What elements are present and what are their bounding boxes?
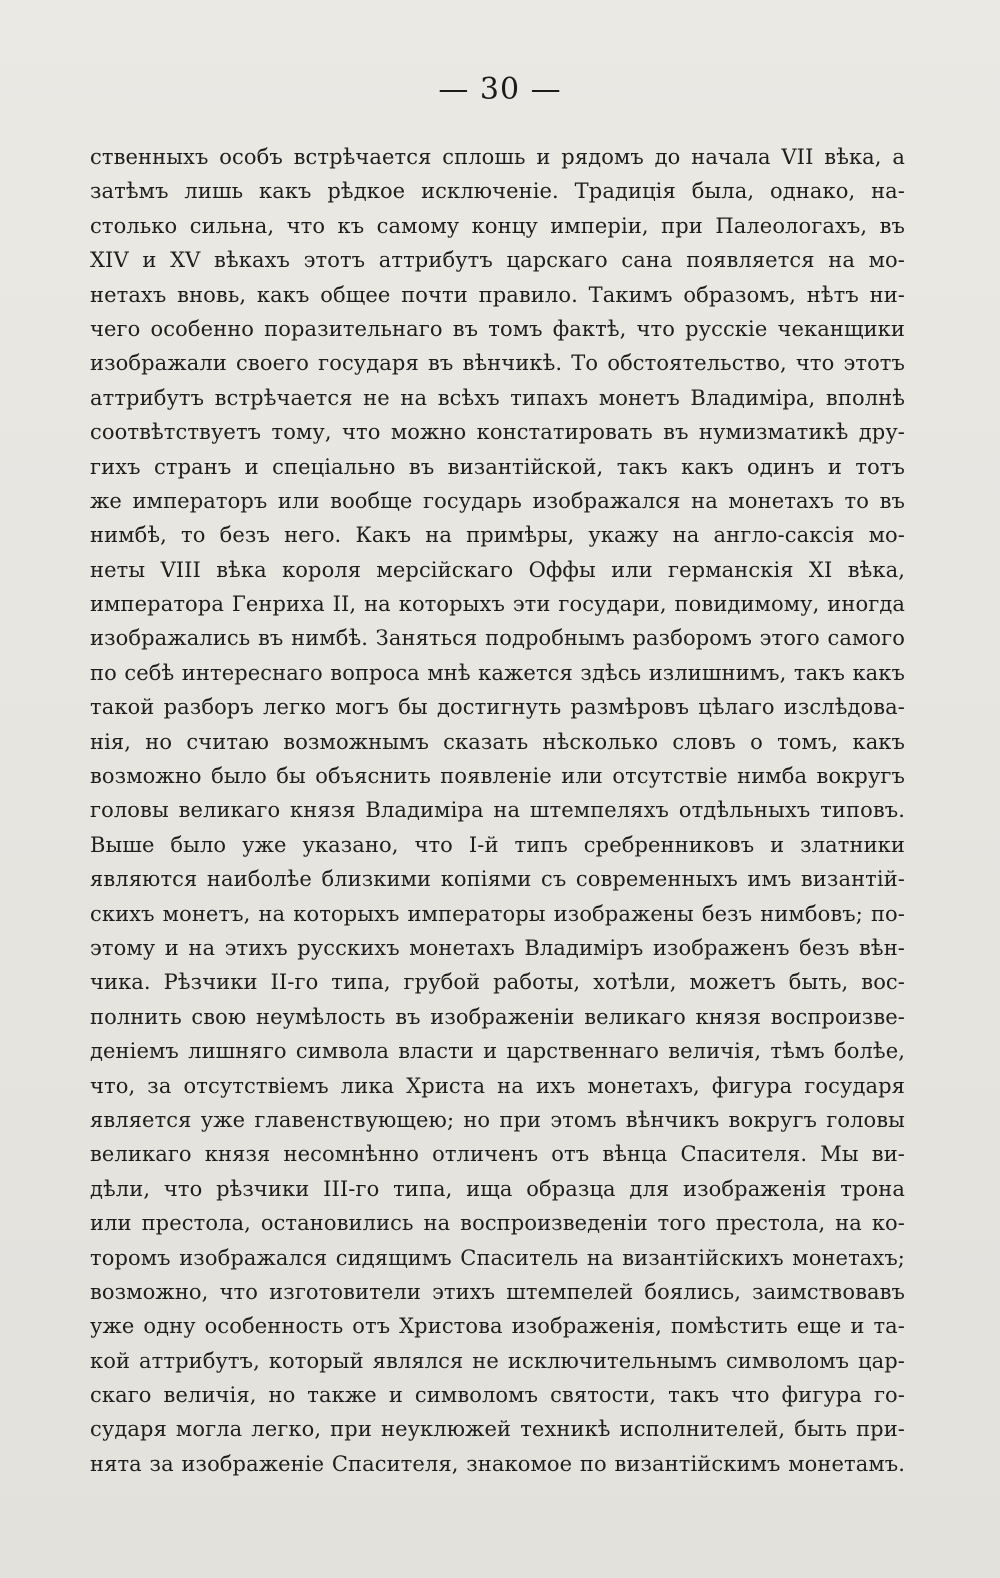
text-line: аттрибутъ встрѣчается не на всѣхъ типахъ монетъ Владиміра, вполнѣ <box>90 385 905 410</box>
text-line: Выше было уже указано, что I-й типъ сребренниковъ и златники <box>90 832 905 857</box>
text-line: скихъ монетъ, на которыхъ императоры изображены безъ нимбовъ; по- <box>90 901 905 926</box>
text-line: что, за отсутствіемъ лика Христа на ихъ монетахъ, фигура государя <box>90 1073 905 1098</box>
text-line: изображались въ нимбѣ. Заняться подробнымъ разборомъ этого самого <box>90 626 905 651</box>
text-line: затѣмъ лишь какъ рѣдкое исключеніе. Традиція была, однако, на- <box>90 179 905 204</box>
text-line: великаго князя несомнѣнно отличенъ отъ вѣнца Спасителя. Мы ви- <box>90 1142 905 1167</box>
text-line: кой аттрибутъ, который являлся не исключительнымъ символомъ цар- <box>90 1348 905 1373</box>
text-line: чика. Рѣзчики II-го типа, грубой работы, хотѣли, можетъ быть, вос- <box>90 970 905 995</box>
text-line: возможно, что изготовители этихъ штемпелей боялись, заимствовавъ <box>90 1279 905 1304</box>
text-line: дѣли, что рѣзчики III-го типа, ища образца для изображенія трона <box>90 1176 905 1201</box>
text-line: по себѣ интереснаго вопроса мнѣ кажется здѣсь излишнимъ, такъ какъ <box>90 660 905 685</box>
text-line: этому и на этихъ русскихъ монетахъ Владиміръ изображенъ безъ вѣн- <box>90 935 905 960</box>
text-line: XIV и XV вѣкахъ этотъ аттрибутъ царскаго сана появляется на мо- <box>90 248 905 273</box>
text-line: уже одну особенность отъ Христова изображенія, помѣстить еще и та- <box>90 1314 905 1339</box>
text-line: или престола, остановились на воспроизведеніи того престола, на ко- <box>90 1211 905 1236</box>
text-line: скаго величія, но также и символомъ святости, такъ что фигура го- <box>90 1383 905 1408</box>
text-line: нимбѣ, то безъ него. Какъ на примѣры, укажу на англо-саксія мо- <box>90 523 905 548</box>
text-line: столько сильна, что къ самому концу имперіи, при Палеологахъ, въ <box>90 213 905 238</box>
text-line: нята за изображеніе Спасителя, знакомое по византійскимъ монетамъ. <box>90 1451 905 1476</box>
body-text <box>90 140 905 1481</box>
text-line: полнить свою неумѣлость въ изображеніи великаго князя воспроизве- <box>90 1004 905 1029</box>
text-line: сударя могла легко, при неуклюжей техникѣ исполнителей, быть при- <box>90 1417 905 1442</box>
text-line: гихъ странъ и спеціально въ византійской, такъ какъ одинъ и тотъ <box>90 454 905 479</box>
text-line: деніемъ лишняго символа власти и царственнаго величія, тѣмъ болѣе, <box>90 1039 905 1064</box>
text-line: такой разборъ легко могъ бы достигнуть размѣровъ цѣлаго изслѣдова- <box>90 695 905 720</box>
text-line: ственныхъ особъ встрѣчается сплошь и рядомъ до начала VII вѣка, а <box>90 145 905 169</box>
text-line: чего особенно поразительнаго въ томъ фактѣ, что русскіе чеканщики <box>90 316 905 341</box>
text-line: соотвѣтствуетъ тому, что можно констатировать въ нумизматикѣ дру- <box>90 420 905 445</box>
text-line: неты VIII вѣка короля мерсійскаго Оффы или германскія XI вѣка, <box>90 557 905 582</box>
text-line: торомъ изображался сидящимъ Спаситель на византійскихъ монетахъ; <box>90 1245 905 1270</box>
text-line: императора Генриха II, на которыхъ эти государи, повидимому, иногда <box>90 592 905 617</box>
text-line: же императоръ или вообще государь изображался на монетахъ то въ <box>90 488 905 513</box>
text-line: является уже главенствующею; но при этомъ вѣнчикъ вокругъ головы <box>90 1107 905 1132</box>
text-line: являются наиболѣе близкими копіями съ современныхъ имъ византій- <box>90 867 905 892</box>
page-number: — 30 — <box>438 72 562 107</box>
text-line: изображали своего государя въ вѣнчикѣ. То обстоятельство, что этотъ <box>90 351 905 376</box>
text-line: возможно было бы объяснить появленіе или отсутствіе нимба вокругъ <box>90 764 905 789</box>
text-line: нетахъ вновь, какъ общее почти правило. Такимъ образомъ, нѣтъ ни- <box>90 282 905 307</box>
text-line: нія, но считаю возможнымъ сказать нѣсколько словъ о томъ, какъ <box>90 729 905 754</box>
text-line: головы великаго князя Владиміра на штемпеляхъ отдѣльныхъ типовъ. <box>90 798 905 823</box>
